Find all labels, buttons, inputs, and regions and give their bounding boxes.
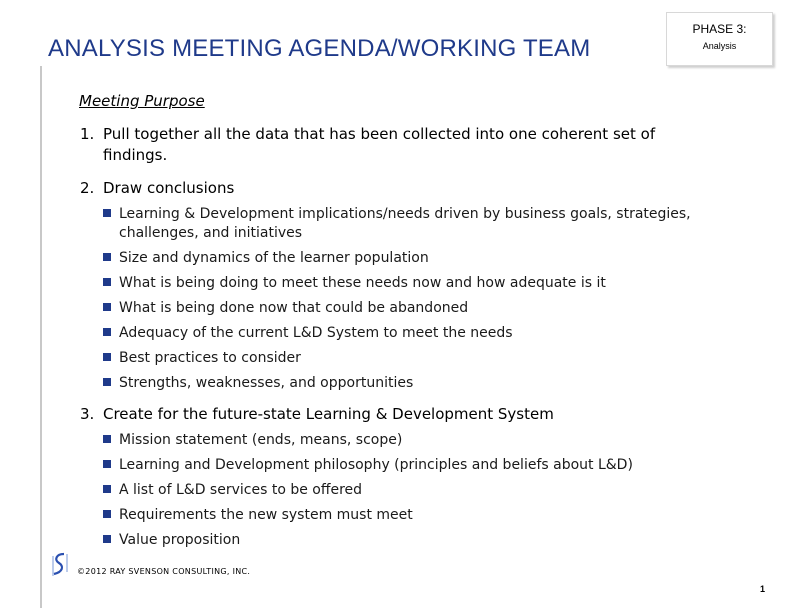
bullet-item xyxy=(103,481,362,500)
left-divider xyxy=(40,66,42,602)
square-bullet-icon xyxy=(103,253,111,261)
square-bullet-icon xyxy=(103,535,111,543)
square-bullet-icon xyxy=(103,460,111,468)
bullet-text: A list of L&D services to be offered xyxy=(119,482,363,498)
square-bullet-icon xyxy=(103,209,111,217)
item-text xyxy=(103,124,655,166)
item-text-line-1: Pull together all the data that has been collected into one coherent set of xyxy=(103,125,656,143)
bullet-text: Learning and Development philosophy (principles and beliefs about L&D) xyxy=(119,457,633,473)
svenson-logo-icon xyxy=(50,552,70,578)
bullet-text: Mission statement (ends, means, scope) xyxy=(119,432,403,448)
square-bullet-icon xyxy=(103,485,111,493)
bullet-item xyxy=(103,249,429,268)
bullet-item xyxy=(103,349,301,368)
phase-subtitle: Analysis xyxy=(702,41,737,51)
item-number: 2. xyxy=(80,179,95,197)
bullet-text: Size and dynamics of the learner population xyxy=(119,250,429,266)
bullet-text: Requirements the new system must meet xyxy=(119,507,413,523)
bullet-text-line-2: challenges, and initiatives xyxy=(119,225,303,241)
agenda-item-3 xyxy=(80,404,554,425)
bullet-item xyxy=(103,274,606,293)
bullet-item xyxy=(103,456,633,475)
copyright-text: ©2012 RAY SVENSON CONSULTING, INC. xyxy=(77,567,251,576)
bullet-text xyxy=(119,205,691,243)
item-text: Draw conclusions xyxy=(103,179,235,197)
square-bullet-icon xyxy=(103,435,111,443)
phase-label: PHASE 3: xyxy=(692,22,747,36)
agenda-item-1 xyxy=(80,124,655,166)
page-title: ANALYSIS MEETING AGENDA/WORKING TEAM xyxy=(48,35,591,62)
bullet-text: Value proposition xyxy=(119,532,241,548)
purpose-heading: Meeting Purpose xyxy=(79,92,205,110)
item-number: 3. xyxy=(80,405,95,423)
square-bullet-icon xyxy=(103,328,111,336)
square-bullet-icon xyxy=(103,378,111,386)
bullet-item xyxy=(103,531,240,550)
square-bullet-icon xyxy=(103,303,111,311)
bullet-item xyxy=(103,324,513,343)
square-bullet-icon xyxy=(103,278,111,286)
bullet-item xyxy=(103,299,468,318)
bullet-item xyxy=(103,431,402,450)
bullet-text: Strengths, weaknesses, and opportunities xyxy=(119,375,414,391)
phase-box xyxy=(666,12,773,66)
agenda-item-2 xyxy=(80,178,234,199)
bullet-text: Adequacy of the current L&D System to meet the needs xyxy=(119,325,513,341)
bullet-text: Best practices to consider xyxy=(119,350,301,366)
bottom-divider xyxy=(40,602,42,608)
item-text: Create for the future-state Learning & Development System xyxy=(103,405,554,423)
page-number: 1 xyxy=(760,584,766,594)
square-bullet-icon xyxy=(103,510,111,518)
bullet-text: What is being done now that could be abandoned xyxy=(119,300,469,316)
bullet-text: What is being doing to meet these needs now and how adequate is it xyxy=(119,275,606,291)
bullet-item xyxy=(103,205,691,243)
bullet-item xyxy=(103,374,413,393)
item-number: 1. xyxy=(80,125,95,143)
item-text-line-2: findings. xyxy=(103,146,168,164)
square-bullet-icon xyxy=(103,353,111,361)
bullet-item xyxy=(103,506,413,525)
bullet-text-line-1: Learning & Development implications/needs driven by business goals, strategies, xyxy=(119,206,691,222)
